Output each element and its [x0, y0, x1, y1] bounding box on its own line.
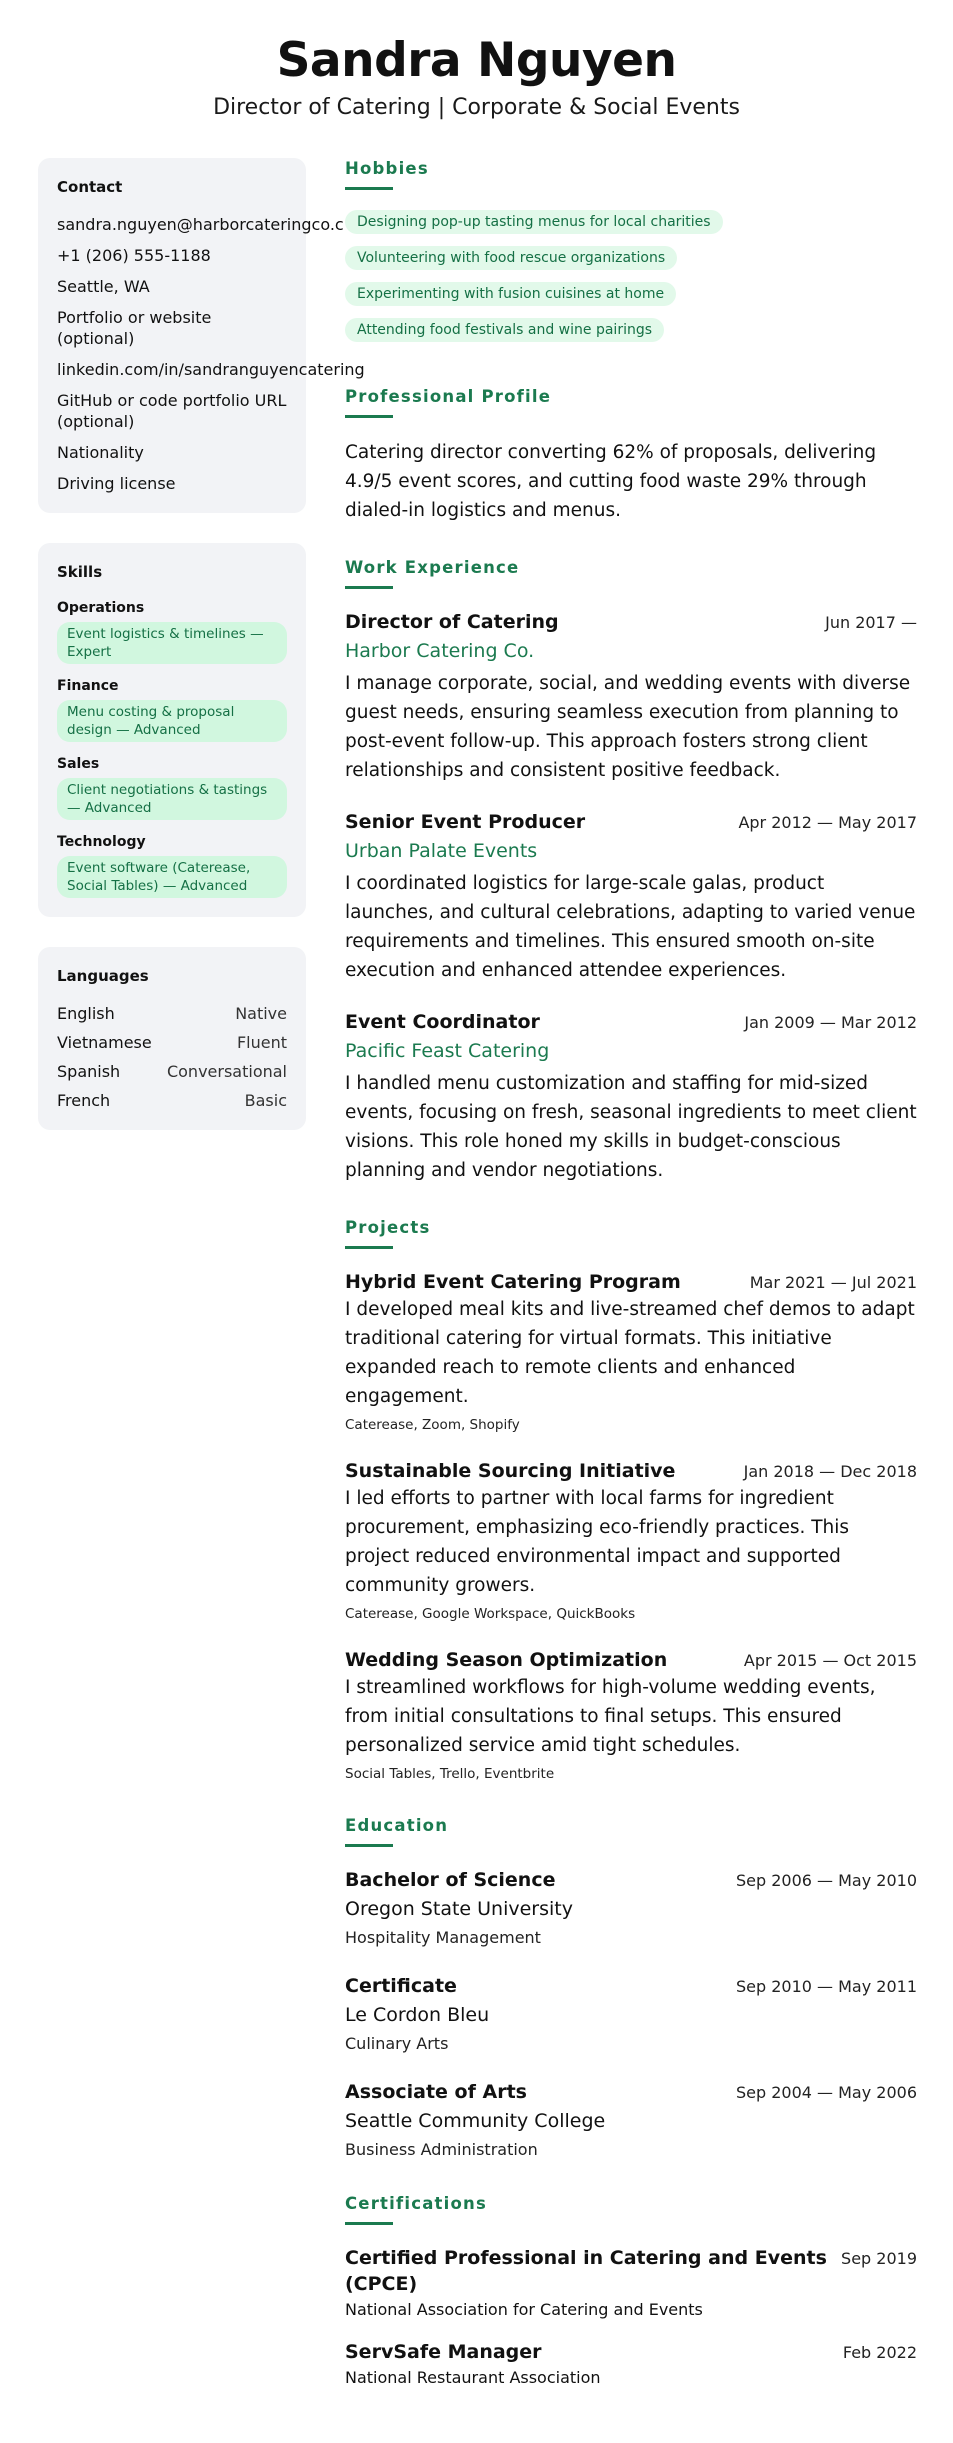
- profile-title: Professional Profile: [345, 387, 552, 406]
- certification-date: Feb 2022: [842, 2343, 917, 2362]
- project-entry: [345, 1269, 917, 1434]
- hobby-pill: Attending food festivals and wine pairings: [345, 318, 664, 342]
- certification-entry: [345, 2339, 917, 2389]
- language-level: Conversational: [166, 1062, 287, 1081]
- school-name: Le Cordon Bleu: [345, 2004, 490, 2026]
- language-level: Fluent: [236, 1033, 287, 1052]
- project-entry: [345, 1458, 917, 1623]
- section-divider: [345, 187, 393, 190]
- job-description: I coordinated logistics for large-scale galas, product launches, and cultural celebrations, adapting to varied venue requirements and timelines. This ensured smooth on-site execution and enhanced attendee experiences.: [345, 873, 916, 981]
- project-dates: Jan 2018 — Dec 2018: [743, 1462, 917, 1481]
- education-entry: [345, 1867, 917, 1949]
- language-name: English: [57, 1004, 115, 1023]
- contact-linkedin[interactable]: linkedin.com/in/sandranguyencatering: [57, 360, 365, 379]
- candidate-headline: Director of Catering | Corporate & Social Events: [213, 95, 740, 120]
- language-row: [57, 1061, 287, 1082]
- job-title: Senior Event Producer: [345, 811, 586, 833]
- contact-portfolio[interactable]: Portfolio or website (optional): [57, 308, 212, 348]
- certification-issuer: National Restaurant Association: [345, 2368, 601, 2387]
- skill-category: Operations: [57, 600, 145, 616]
- contact-location: Seattle, WA: [57, 277, 150, 296]
- section-divider: [345, 2222, 393, 2225]
- projects-section: [345, 1217, 917, 1783]
- project-dates: Apr 2015 — Oct 2015: [743, 1651, 917, 1670]
- skill-pill: Event logistics & timelines — Expert: [57, 622, 287, 664]
- certification-issuer: National Association for Catering and Events: [345, 2300, 703, 2319]
- hobby-pill: Designing pop-up tasting menus for local charities: [345, 210, 723, 234]
- language-name: French: [57, 1091, 111, 1110]
- project-description: I streamlined workflows for high-volume wedding events, from initial consultations to final setups. This ensured personalized service amid tight schedules.: [345, 1677, 876, 1756]
- school-name: Oregon State University: [345, 1898, 573, 1920]
- education-entry: [345, 1973, 917, 2055]
- contact-phone[interactable]: +1 (206) 555-1188: [57, 246, 211, 265]
- degree-name: Bachelor of Science: [345, 1869, 556, 1891]
- section-divider: [345, 586, 393, 589]
- contact-github[interactable]: GitHub or code portfolio URL (optional): [57, 391, 287, 431]
- language-row: [57, 1090, 287, 1111]
- project-tools: Social Tables, Trello, Eventbrite: [345, 1766, 555, 1782]
- language-name: Vietnamese: [57, 1033, 152, 1052]
- contact-driving-license: Driving license: [57, 474, 176, 493]
- job-description: I manage corporate, social, and wedding events with diverse guest needs, ensuring seamless execution from planning to post-event follow-up. This approach fosters strong client relationships and consistent positive feedback.: [345, 673, 911, 781]
- job-dates: Apr 2012 — May 2017: [738, 813, 917, 832]
- field-of-study: Business Administration: [345, 2140, 538, 2159]
- profile-summary: Catering director converting 62% of proposals, delivering 4.9/5 event scores, and cutting food waste 29% through dialed-in logistics and menus.: [345, 442, 877, 521]
- job-company: Pacific Feast Catering: [345, 1040, 550, 1062]
- skill-pill: Menu costing & proposal design — Advanced: [57, 700, 287, 742]
- education-section: [345, 1815, 917, 2161]
- job-dates: Jan 2009 — Mar 2012: [744, 1013, 917, 1032]
- candidate-name: Sandra Nguyen: [276, 33, 677, 88]
- sidebar: [38, 158, 365, 1160]
- job-company: Harbor Catering Co.: [345, 640, 535, 662]
- experience-section: [345, 557, 917, 1185]
- field-of-study: Hospitality Management: [345, 1928, 541, 1947]
- job-description: I handled menu customization and staffing for mid-sized events, focusing on fresh, seasonal ingredients to meet client visions. This role honed my skills in budget-conscious planning and vendor negotiations.: [345, 1073, 917, 1181]
- project-tools: Caterease, Zoom, Shopify: [345, 1417, 520, 1433]
- section-divider: [345, 415, 393, 418]
- project-name: Sustainable Sourcing Initiative: [345, 1460, 676, 1482]
- profile-section: [345, 386, 917, 525]
- certifications-section: [345, 2193, 917, 2389]
- certification-name: ServSafe Manager: [345, 2341, 542, 2363]
- degree-name: Certificate: [345, 1975, 457, 1997]
- language-name: Spanish: [57, 1062, 121, 1081]
- job-company: Urban Palate Events: [345, 840, 538, 862]
- section-divider: [345, 1844, 393, 1847]
- skill-group: [57, 833, 287, 898]
- hobby-pill: Experimenting with fusion cuisines at home: [345, 282, 676, 306]
- skill-group: [57, 599, 287, 664]
- experience-entry: [345, 1009, 917, 1185]
- hobby-pill: Volunteering with food rescue organizations: [345, 246, 677, 270]
- language-row: [57, 1003, 287, 1024]
- degree-name: Associate of Arts: [345, 2081, 527, 2103]
- resume-header: [0, 0, 953, 122]
- project-description: I developed meal kits and live-streamed chef demos to adapt traditional catering for virtual formats. This initiative expanded reach to remote clients and enhanced engagement.: [345, 1299, 915, 1407]
- main-column: [345, 158, 917, 2421]
- project-dates: Mar 2021 — Jul 2021: [749, 1273, 917, 1292]
- contact-card: [38, 158, 365, 513]
- skill-group: [57, 677, 287, 742]
- languages-card: [38, 947, 306, 1130]
- certification-entry: [345, 2245, 917, 2321]
- project-name: Hybrid Event Catering Program: [345, 1271, 681, 1293]
- project-description: I led efforts to partner with local farms for ingredient procurement, emphasizing eco-friendly practices. This project reduced environmental impact and supported community growers.: [345, 1488, 850, 1596]
- projects-title: Projects: [345, 1218, 431, 1237]
- skills-card: [38, 543, 306, 917]
- skill-pill: Client negotiations & tastings — Advanced: [57, 778, 287, 820]
- project-name: Wedding Season Optimization: [345, 1649, 668, 1671]
- skill-group: [57, 755, 287, 820]
- education-dates: Sep 2010 — May 2011: [735, 1977, 917, 1996]
- language-row: [57, 1032, 287, 1053]
- experience-entry: [345, 809, 917, 985]
- experience-entry: [345, 609, 917, 785]
- project-tools: Caterease, Google Workspace, QuickBooks: [345, 1606, 636, 1622]
- language-level: Basic: [244, 1091, 287, 1110]
- skill-pill: Event software (Caterease, Social Tables) — Advanced: [57, 856, 287, 898]
- certification-date: Sep 2019: [841, 2249, 917, 2268]
- field-of-study: Culinary Arts: [345, 2034, 449, 2053]
- skills-title: Skills: [57, 563, 103, 581]
- language-level: Native: [235, 1004, 287, 1023]
- job-dates: Jun 2017 —: [825, 613, 917, 632]
- contact-email[interactable]: sandra.nguyen@harborcateringco.c: [57, 215, 344, 234]
- experience-title: Work Experience: [345, 558, 520, 577]
- languages-title: Languages: [57, 967, 149, 985]
- job-title: Director of Catering: [345, 611, 559, 633]
- education-dates: Sep 2006 — May 2010: [735, 1871, 917, 1890]
- education-dates: Sep 2004 — May 2006: [735, 2083, 917, 2102]
- skill-category: Technology: [57, 834, 146, 850]
- skill-category: Finance: [57, 678, 119, 694]
- skill-category: Sales: [57, 756, 100, 772]
- hobbies-title: Hobbies: [345, 159, 429, 178]
- hobbies-section: [345, 158, 917, 354]
- project-entry: [345, 1647, 917, 1783]
- certifications-title: Certifications: [345, 2194, 487, 2213]
- education-title: Education: [345, 1816, 449, 1835]
- education-entry: [345, 2079, 917, 2161]
- school-name: Seattle Community College: [345, 2110, 606, 2132]
- contact-nationality: Nationality: [57, 443, 144, 462]
- contact-title: Contact: [57, 178, 123, 196]
- job-title: Event Coordinator: [345, 1011, 540, 1033]
- section-divider: [345, 1246, 393, 1249]
- certification-name: Certified Professional in Catering and Events (CPCE): [345, 2247, 827, 2295]
